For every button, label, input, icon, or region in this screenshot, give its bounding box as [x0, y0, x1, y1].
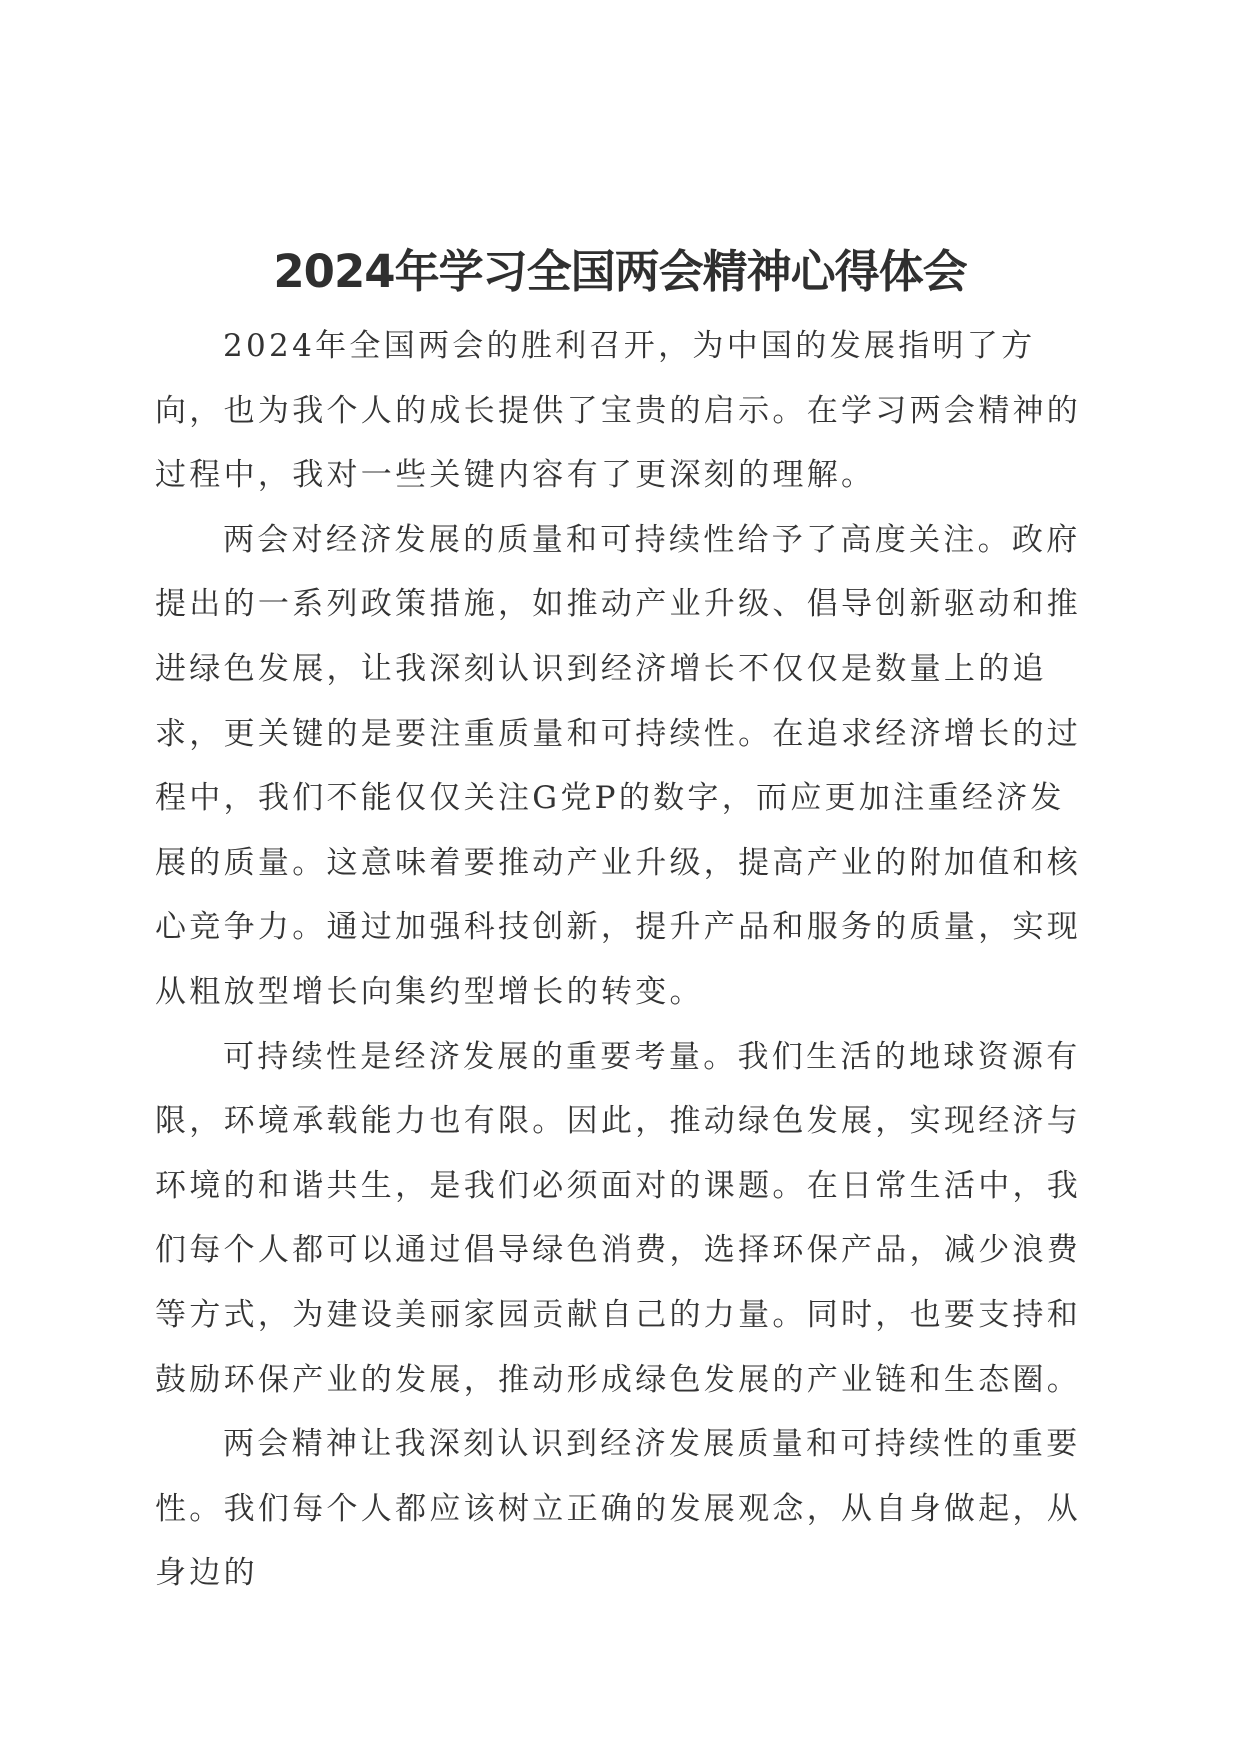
document-body — [155, 314, 1085, 1606]
document-title: 2024年学习全国两会精神心得体会 — [273, 245, 967, 299]
paragraph-4: 两会精神让我深刻认识到经济发展质量和可持续性的重要性。我们每个人都应该树立正确的发展观念，从自身做起，从身边的 — [155, 1426, 1082, 1592]
paragraph-3: 可持续性是经济发展的重要考量。我们生活的地球资源有限，环境承载能力也有限。因此，推动绿色发展，实现经济与环境的和谐共生，是我们必须面对的课题。在日常生活中，我们每个人都可以通过倡导绿色消费，选择环保产品，减少浪费等方式，为建设美丽家园贡献自己的力量。同时，也要支持和鼓励环保产业的发展，推动形成绿色发展的产业链和生态圈。 — [155, 1038, 1082, 1398]
paragraph-2: 两会对经济发展的质量和可持续性给予了高度关注。政府提出的一系列政策措施，如推动产业升级、倡导创新驱动和推进绿色发展，让我深刻认识到经济增长不仅仅是数量上的追求，更关键的是要注重质量和可持续性。在追求经济增长的过程中，我们不能仅仅关注G党P的数字，而应更加注重经济发展的质量。这意味着要推动产业升级，提高产业的附加值和核心竞争力。通过加强科技创新，提升产品和服务的质量，实现从粗放型增长向集约型增长的转变。 — [155, 521, 1082, 1010]
paragraph-1: 2024年全国两会的胜利召开，为中国的发展指明了方向，也为我个人的成长提供了宝贵的启示。在学习两会精神的过程中，我对一些关键内容有了更深刻的理解。 — [155, 328, 1082, 494]
